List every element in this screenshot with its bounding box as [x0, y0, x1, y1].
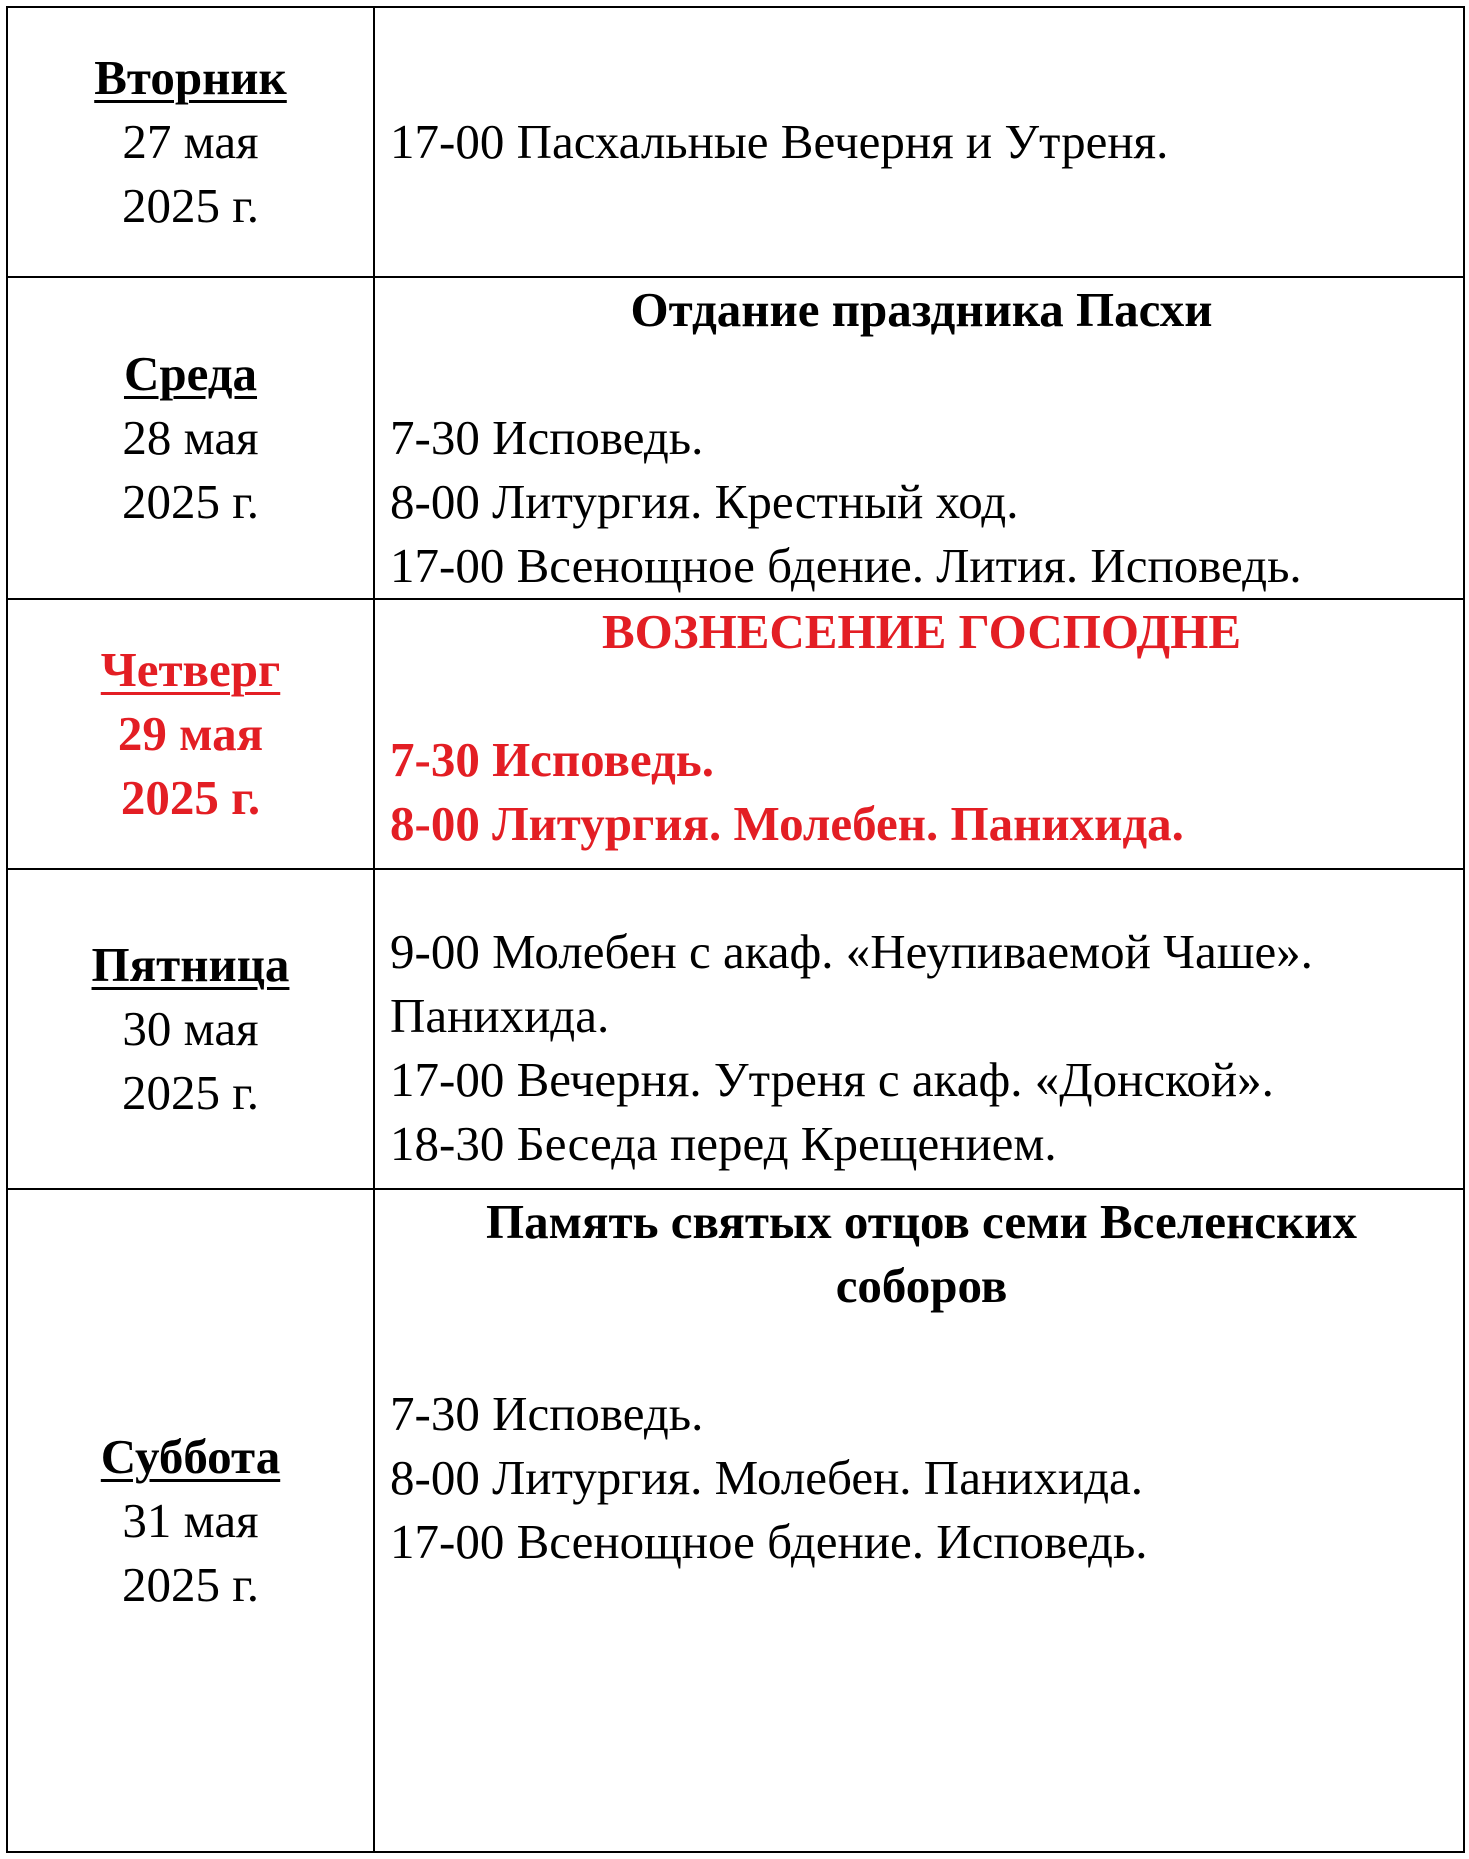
service-line: 7-30 Исповедь. [390, 1386, 704, 1441]
service-line: 17-00 Всенощное бдение. Лития. Исповедь. [390, 538, 1302, 593]
spacer [390, 1318, 1453, 1382]
day-cell [7, 1189, 374, 1852]
day-year: 2025 г. [121, 474, 260, 529]
day-year: 2025 г. [120, 770, 261, 825]
spacer [390, 342, 1453, 406]
feast-title: Отдание праздника Пасхи [630, 282, 1213, 337]
day-date: 30 мая [122, 1001, 259, 1056]
day-name: Вторник [94, 50, 287, 105]
services-cell [374, 869, 1464, 1189]
day-date: 31 мая [122, 1492, 259, 1548]
feast-title [390, 1190, 1453, 1318]
services-cell [374, 7, 1464, 277]
schedule-row-thursday [7, 599, 1464, 869]
day-date: 27 мая [122, 114, 259, 169]
feast-title-line: Память святых отцов семи Вселенских [486, 1194, 1357, 1249]
day-cell [7, 7, 374, 277]
day-name: Четверг [100, 642, 281, 697]
services-cell [374, 277, 1464, 599]
day-name: Среда [123, 346, 258, 401]
day-date: 28 мая [122, 410, 259, 465]
service-line: 17-00 Всенощное бдение. Исповедь. [390, 1514, 1148, 1569]
day-year: 2025 г. [121, 1065, 260, 1120]
service-line: Панихида. [390, 988, 610, 1043]
day-name: Пятница [91, 937, 290, 992]
day-cell [7, 277, 374, 599]
day-date: 29 мая [117, 706, 264, 761]
schedule-table [6, 6, 1465, 1853]
services-cell [374, 599, 1464, 869]
schedule-row-wednesday [7, 277, 1464, 599]
day-cell [7, 869, 374, 1189]
schedule-row-friday [7, 869, 1464, 1189]
feast-title: ВОЗНЕСЕНИЕ ГОСПОДНЕ [601, 604, 1242, 659]
service-line: 8-00 Литургия. Крестный ход. [390, 474, 1019, 529]
day-year: 2025 г. [121, 178, 260, 233]
service-line: 9-00 Молебен с акаф. «Неупиваемой Чаше». [390, 924, 1313, 979]
day-year: 2025 г. [121, 1556, 260, 1612]
service-line: 7-30 Исповедь. [390, 732, 714, 787]
day-cell [7, 599, 374, 869]
schedule-row-tuesday [7, 7, 1464, 277]
service-line: 17-00 Пасхальные Вечерня и Утреня. [390, 114, 1169, 169]
service-line: 18-30 Беседа перед Крещением. [390, 1116, 1057, 1171]
service-line: 8-00 Литургия. Молебен. Панихида. [390, 1450, 1144, 1505]
feast-title-line: соборов [835, 1258, 1008, 1313]
service-line: 7-30 Исповедь. [390, 410, 704, 465]
service-line: 8-00 Литургия. Молебен. Панихида. [390, 796, 1184, 851]
spacer [390, 664, 1453, 728]
service-line: 17-00 Вечерня. Утреня с акаф. «Донской». [390, 1052, 1274, 1107]
schedule-row-saturday [7, 1189, 1464, 1852]
day-name: Суббота [100, 1428, 281, 1484]
services-cell [374, 1189, 1464, 1852]
